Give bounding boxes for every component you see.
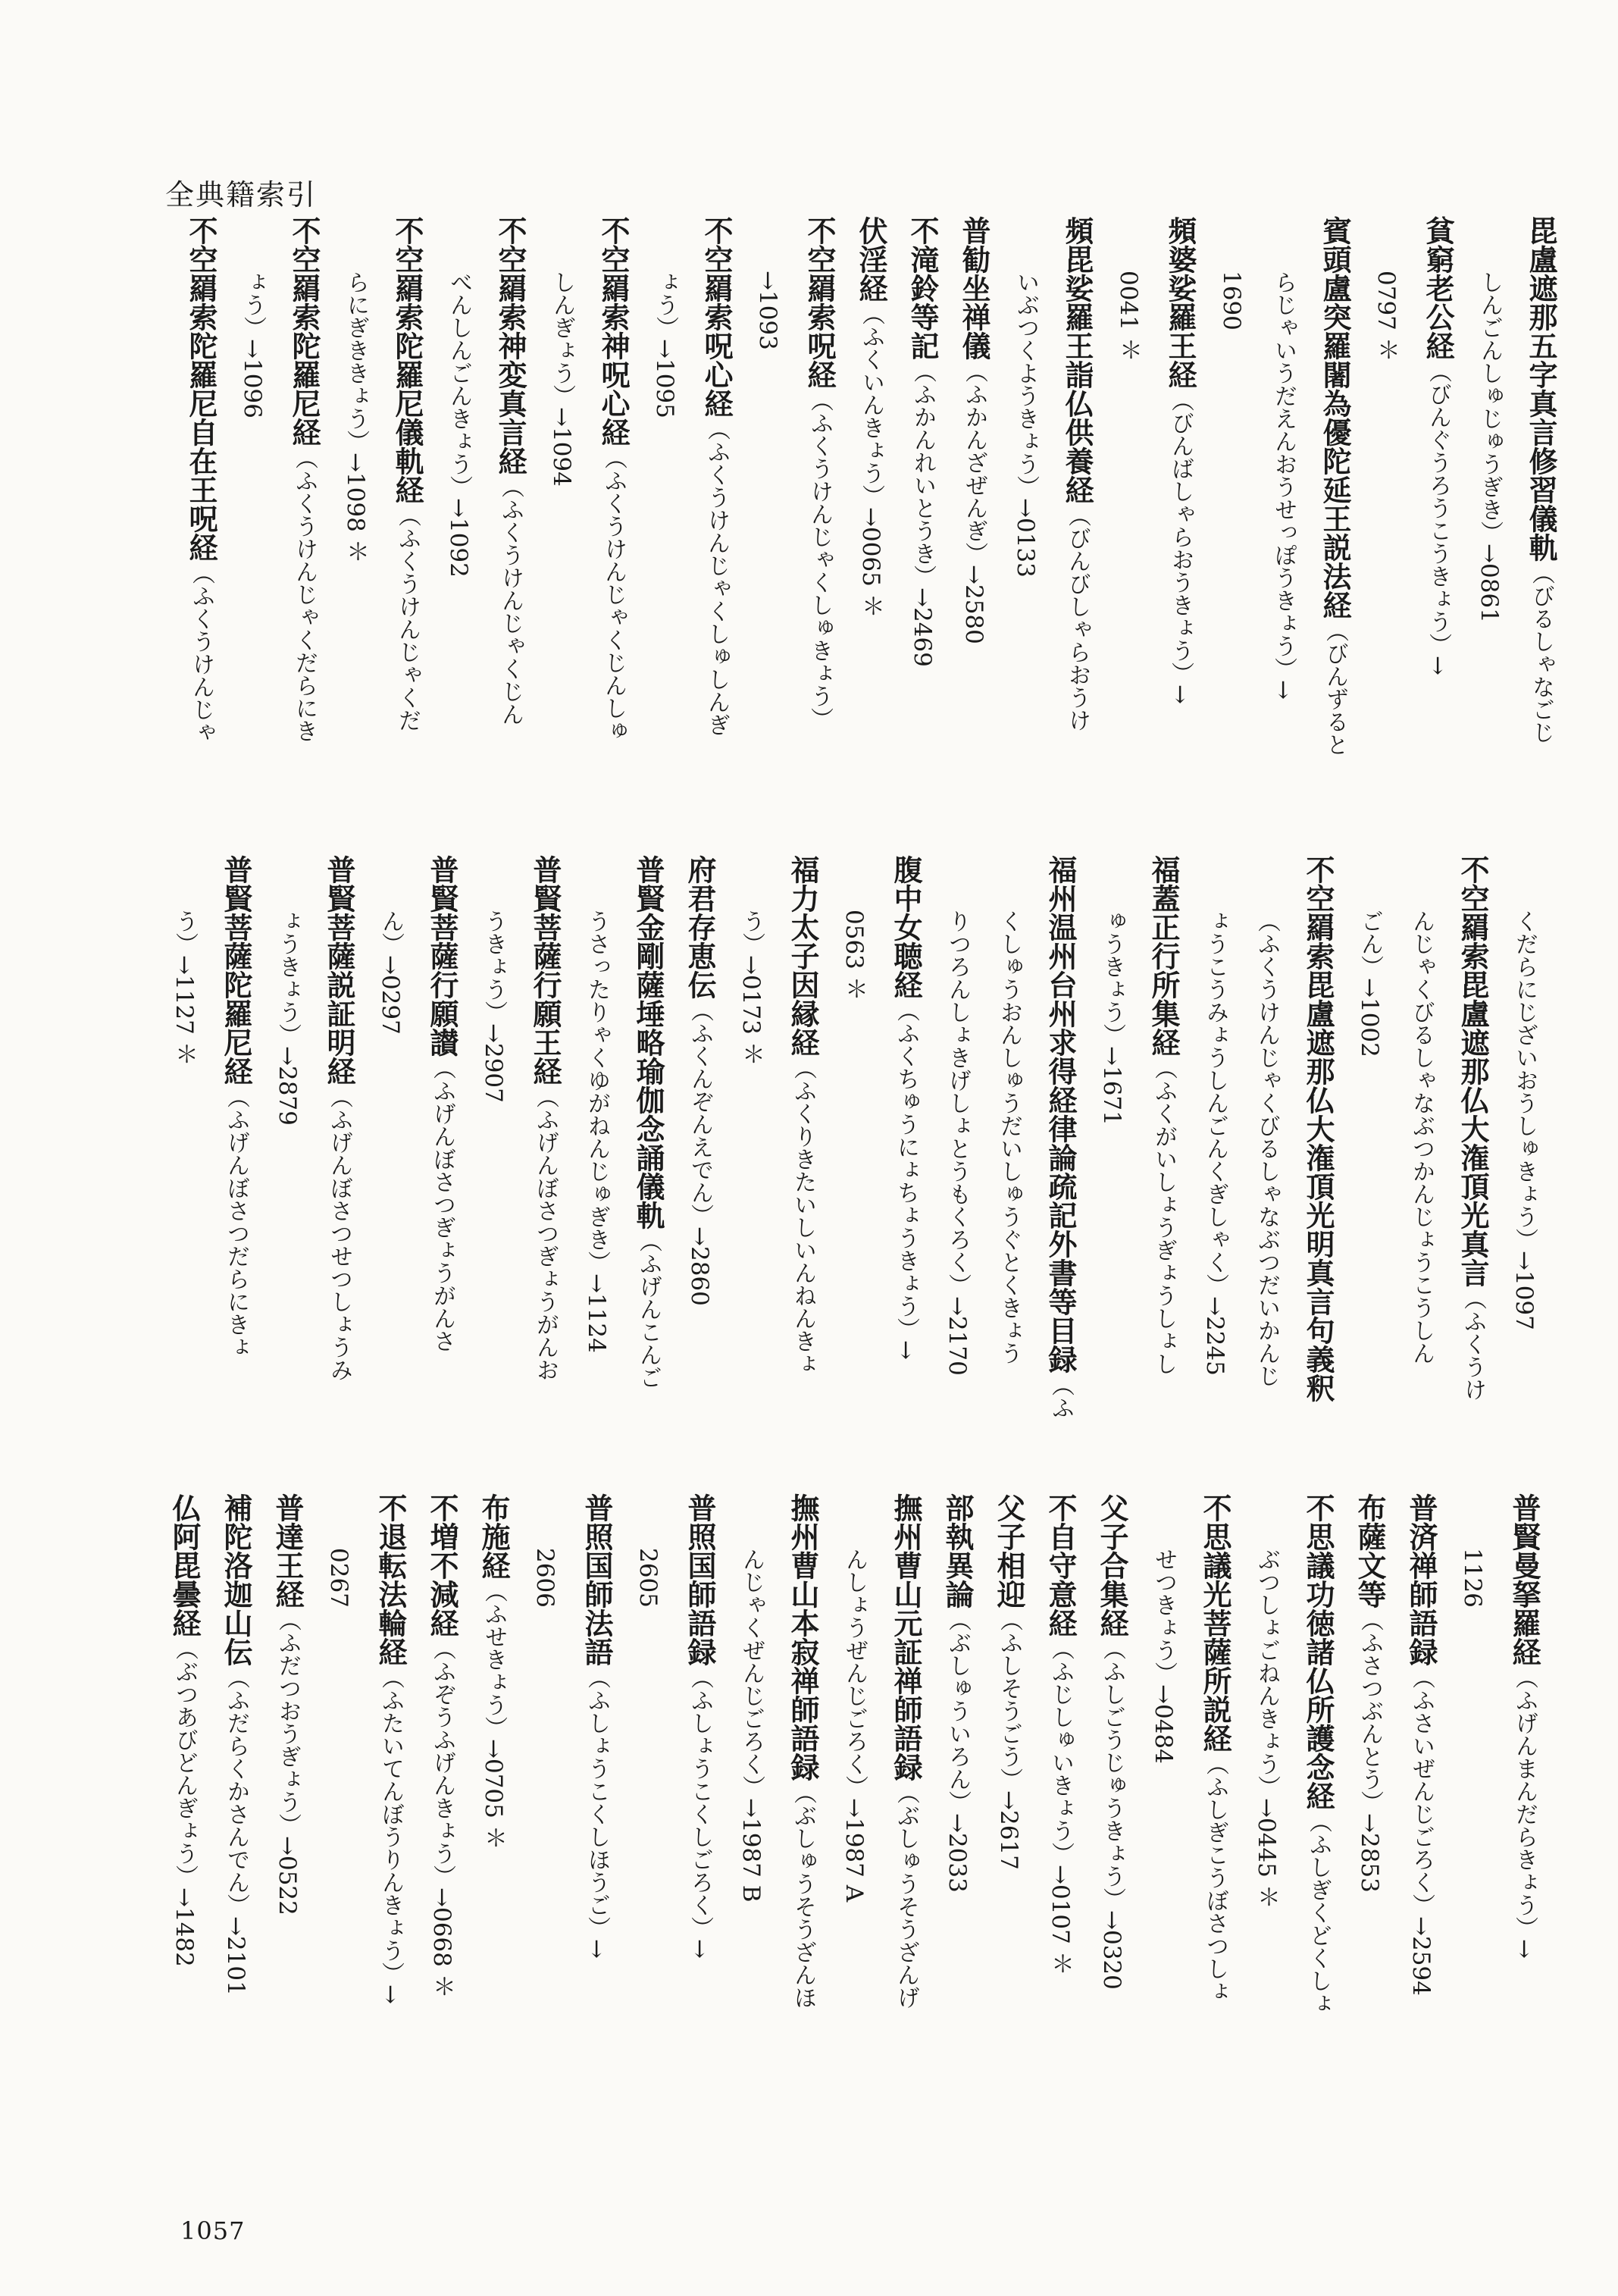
- index-entry: [1154, 216, 1206, 883]
- entry-reading: ょうこうみょうしんごんくぎしゃく）: [1202, 910, 1228, 1296]
- entry-reading: う）: [738, 910, 765, 955]
- entry-reading: らにぎききょう）: [343, 271, 369, 453]
- index-entry: [519, 855, 571, 1537]
- entry-title: 府君存恵伝: [683, 855, 716, 999]
- entry-reference: →0522: [274, 1836, 301, 1915]
- entry-title: 腹中女聴経: [889, 855, 922, 999]
- entry-title: 普賢菩薩陀羅尼経: [219, 855, 252, 1085]
- entry-reading: うきょう）: [480, 910, 507, 1023]
- index-entry-continuation: [1395, 855, 1447, 1537]
- entry-title: 撫州曹山元証禅師語録: [889, 1493, 922, 1781]
- entry-reading: （びんぐうろうこうきょう）: [1425, 360, 1451, 656]
- entry-reading: くだらにじざいおうしゅきょう）: [1511, 910, 1538, 1251]
- index-entry-continuation: [1463, 216, 1515, 883]
- entry-title: 普照国師語録: [683, 1493, 716, 1666]
- entry-title: 不空羂索呪心経: [699, 216, 733, 418]
- index-entry-continuation: [828, 1493, 880, 2175]
- index-entry-continuation: [1241, 855, 1292, 1537]
- entry-reading: （ふげんぼさつぎょうがんお: [532, 1085, 559, 1381]
- entry-reading: らじゃいうだえんおうせっぽうきょう）: [1270, 271, 1297, 680]
- entry-reading: しんごんしゅじゅうぎき）: [1476, 271, 1503, 543]
- index-entry-continuation: [1086, 855, 1138, 1537]
- entry-reading: （ふくちゅうにょちょうきょう）: [893, 999, 919, 1340]
- entry-reading: （ぶしゅういろん）: [944, 1608, 971, 1813]
- entry-reading: （ふくがいしょうぎょうしょし: [1150, 1057, 1177, 1375]
- entry-title: 普賢菩薩説証明経: [322, 855, 355, 1085]
- entry-title: 不空羂索神呪心経: [596, 216, 630, 446]
- index-entry: [1515, 216, 1566, 883]
- entry-reading: （ぶしゅうそうざんげ: [893, 1781, 919, 2009]
- entry-title: 不増不減経: [425, 1493, 458, 1637]
- entry-reference: →0668 ＊: [428, 1887, 455, 1998]
- entry-title: 撫州曹山本寂禅師語録: [786, 1493, 819, 1781]
- index-entry: [690, 216, 742, 883]
- index-entry: [1344, 1493, 1395, 2175]
- index-entry-continuation: [725, 855, 777, 1537]
- index-entry: [622, 855, 674, 1537]
- entry-reading: （ふくうけんじゃくじん: [497, 475, 524, 725]
- index-entry: [845, 216, 897, 883]
- index-entry: [175, 216, 227, 883]
- entry-title: 頻毘娑羅王詣仏供養経: [1060, 216, 1094, 504]
- entry-reference: →0861: [1476, 543, 1503, 623]
- entry-reference: →: [686, 1939, 713, 1959]
- entry-reference: →1096: [239, 339, 266, 418]
- index-entry-continuation: [1241, 1493, 1292, 2175]
- entry-reading: （ふしぎくどくしょ: [1305, 1810, 1332, 2015]
- entry-reading: くしゅうおんしゅうだいしゅうぐとくきょう: [996, 910, 1022, 1364]
- entry-reading: （ふくうけんじゃくじんしゅ: [600, 446, 627, 742]
- entry-title: 頻婆娑羅王経: [1163, 216, 1197, 389]
- entry-title: 普達王経: [271, 1493, 304, 1608]
- entry-reference: →0133: [1012, 498, 1039, 578]
- entry-reference: 0267: [325, 1548, 352, 1608]
- entry-reference: →1097: [1510, 1251, 1538, 1330]
- index-entry: [1086, 1493, 1138, 2175]
- index-entry: [313, 855, 365, 1537]
- index-entry: [210, 1493, 261, 2175]
- entry-reference: →: [1510, 1939, 1538, 1959]
- entry-reference: →2617: [995, 1790, 1022, 1870]
- index-entry-continuation: [1000, 216, 1051, 883]
- entry-reading: ょうきょう）: [274, 910, 301, 1046]
- index-entry: [1034, 855, 1086, 1537]
- entry-reference: →1671: [1098, 1046, 1125, 1126]
- entry-reading: んしょうぜんじごろく）: [841, 1548, 868, 1798]
- index-entry-continuation: [330, 216, 381, 883]
- entry-reading: ゅうきょう）: [1099, 910, 1125, 1046]
- entry-reading: （ふくうけんじゃくだらにき: [291, 446, 318, 742]
- entry-reading: （ふくうけんじゃくしゅしんぎ: [703, 418, 730, 736]
- entry-reading: （ぶつあびどんぎょう）: [171, 1637, 198, 1887]
- entry-title: 不思議功徳諸仏所護念経: [1301, 1493, 1335, 1810]
- entry-title: 父子相迎: [992, 1493, 1025, 1608]
- entry-reference: →2853: [1356, 1813, 1383, 1893]
- entry-reference: 1690: [1218, 271, 1245, 330]
- entry-reading: （ふせきょう）: [480, 1580, 507, 1739]
- index-entry: [1051, 216, 1103, 883]
- entry-reading: （ふくうけんじゃ: [188, 562, 214, 744]
- index-entry: [983, 1493, 1034, 2175]
- entry-reading: （ふくんぞんえでん）: [687, 999, 713, 1226]
- entry-reference: →: [1166, 684, 1194, 704]
- entry-title: 不空羂索陀羅尼自在王呪経: [184, 216, 218, 562]
- entry-reading: （ふ: [1047, 1374, 1074, 1419]
- entry-reference: →0320: [1098, 1910, 1125, 1990]
- entry-reference: →: [892, 1340, 919, 1360]
- entry-reference: →2879: [274, 1046, 301, 1126]
- entry-title: 福力太子因縁経: [786, 855, 819, 1057]
- entry-title: 普賢菩薩行願王経: [528, 855, 562, 1085]
- entry-reading: （ふくうけんじゃくびるしゃなぶつだいかんじ: [1253, 910, 1280, 1387]
- entry-reading: （ふげんぼさつだらにきょ: [223, 1085, 249, 1358]
- entry-reading: （ふげんぼさつせつしょうみ: [326, 1085, 352, 1381]
- index-entry: [1309, 216, 1360, 883]
- entry-reference: →2907: [480, 1023, 507, 1103]
- index-entry: [484, 216, 536, 883]
- entry-reading: （ふしぎこうぼさつしょ: [1202, 1753, 1228, 2003]
- entry-reference: →0445 ＊: [1253, 1798, 1280, 1909]
- index-band-top: [175, 216, 1566, 883]
- entry-reading: ょう）: [239, 271, 266, 339]
- entry-reading: （ふげんこんご: [635, 1229, 662, 1389]
- entry-reading: （ぶしゅうそうざんほ: [790, 1781, 816, 2009]
- index-entry: [416, 1493, 468, 2175]
- index-entry: [897, 216, 948, 883]
- index-entry: [278, 216, 330, 883]
- index-entry: [777, 1493, 828, 2175]
- index-entry-continuation: [622, 1493, 674, 2175]
- entry-reading: （ふくいんきょう）: [858, 302, 884, 507]
- index-entry: [674, 855, 725, 1537]
- entry-title: 普賢菩薩行願讃: [425, 855, 458, 1057]
- entry-reference: →2170: [944, 1296, 971, 1376]
- index-entry: [1292, 855, 1344, 1537]
- entry-reference: 0797 ＊: [1372, 271, 1400, 362]
- entry-reference: →2245: [1201, 1296, 1228, 1376]
- entry-reference: →0297: [377, 955, 404, 1035]
- index-entry-continuation: [1138, 1493, 1189, 2175]
- entry-reference: →1127 ＊: [171, 955, 198, 1066]
- entry-reference: →1987 A: [840, 1798, 868, 1903]
- entry-reading: （ふくりきたいしいんねんきょ: [790, 1057, 816, 1375]
- entry-title: 普済禅師語録: [1404, 1493, 1438, 1666]
- entry-title: 父子合集経: [1095, 1493, 1128, 1637]
- entry-reference: →2469: [909, 587, 936, 667]
- entry-title: 賓頭盧突羅闍為優陀延王説法経: [1318, 216, 1351, 619]
- index-entry: [777, 855, 828, 1537]
- index-entry-continuation: [227, 216, 278, 883]
- index-entry: [381, 216, 433, 883]
- entry-title: 毘盧遮那五字真言修習儀軌: [1524, 216, 1557, 562]
- entry-reference: →1987 B: [737, 1798, 765, 1903]
- index-band-bottom: [158, 1493, 1550, 2175]
- entry-reading: （ふしそうごう）: [996, 1608, 1022, 1790]
- index-entry-continuation: [571, 855, 622, 1537]
- entry-reading: （ふしょうこくしごろく）: [687, 1666, 713, 1939]
- entry-reference: →1094: [548, 407, 575, 487]
- entry-reading: （ふくうけんじゃくしゅきょう）: [806, 389, 833, 730]
- entry-title: 不思議光菩薩所説経: [1198, 1493, 1231, 1753]
- entry-reference: 2605: [634, 1548, 662, 1608]
- entry-title: 不滝鈴等記: [906, 216, 939, 360]
- entry-reading: べんしんごんきょう）: [446, 271, 472, 498]
- entry-reference: →2594: [1407, 1916, 1435, 1996]
- entry-reading: （びんばしゃらおうきょう）: [1167, 389, 1194, 684]
- index-entry-continuation: [1189, 855, 1241, 1537]
- index-entry: [1292, 1493, 1344, 2175]
- index-entry: [1395, 1493, 1447, 2175]
- entry-reading: （ふじしゅいきょう）: [1047, 1637, 1074, 1865]
- entry-title: 不空羂索神変真言経: [493, 216, 527, 475]
- index-entry-continuation: [1360, 216, 1412, 883]
- entry-reference: →: [1424, 656, 1451, 675]
- entry-title: 福蓋正行所集経: [1147, 855, 1180, 1057]
- index-entry: [468, 1493, 519, 2175]
- index-entry: [1034, 1493, 1086, 2175]
- entry-reading: （ふくうけ: [1460, 1287, 1486, 1401]
- entry-title: 不空羂索毘盧遮那仏大潅頂光真言: [1456, 855, 1489, 1287]
- entry-reading: りつろんしょきげしょとうもくろく）: [944, 910, 971, 1296]
- index-entry-continuation: [433, 216, 484, 883]
- entry-reference: →: [377, 1984, 404, 2004]
- index-entry: [931, 1493, 983, 2175]
- index-entry-continuation: [365, 855, 416, 1537]
- entry-reading: ん）: [377, 910, 404, 955]
- index-entry: [880, 855, 931, 1537]
- index-entry-continuation: [519, 1493, 571, 2175]
- entry-reference: →1002: [1356, 978, 1383, 1057]
- entry-reference: →1092: [445, 498, 472, 578]
- entry-reference: 2606: [531, 1548, 559, 1608]
- index-entry-continuation: [742, 216, 793, 883]
- index-entry-continuation: [931, 855, 983, 1537]
- index-entry-continuation: [639, 216, 690, 883]
- entry-reference: 0563 ＊: [840, 910, 868, 1001]
- entry-reference: →1124: [583, 1273, 610, 1353]
- entry-title: 貧窮老公経: [1421, 216, 1454, 360]
- entry-title: 仏阿毘曇経: [167, 1493, 201, 1637]
- index-entry: [1138, 855, 1189, 1537]
- entry-reference: →1095: [651, 339, 678, 418]
- index-entry: [1498, 1493, 1550, 2175]
- entry-reading: （ふかんざぜんぎ）: [961, 360, 987, 565]
- index-entry-continuation: [536, 216, 587, 883]
- entry-title: 不空羂索陀羅尼経: [287, 216, 321, 446]
- entry-title: 不空羂索呪経: [803, 216, 836, 389]
- entry-title: 不空羂索毘盧遮那仏大潅頂光明真言句義釈: [1301, 855, 1335, 1402]
- index-entry: [210, 855, 261, 1537]
- index-entry: [1447, 855, 1498, 1537]
- entry-reading: んじゃくびるしゃなぶつかんじょうこうしん: [1408, 910, 1435, 1364]
- index-entry: [158, 1493, 210, 2175]
- entry-reference: 1126: [1459, 1548, 1486, 1608]
- entry-reading: しんぎょう）: [549, 271, 575, 407]
- entry-reading: いぶつくようきょう）: [1012, 271, 1039, 498]
- entry-reading: （ふだつおうぎょう）: [274, 1608, 301, 1836]
- index-entry-continuation: [1498, 855, 1550, 1537]
- index-entry-continuation: [468, 855, 519, 1537]
- page-header: 全典籍索引: [165, 178, 318, 211]
- entry-title: 補陀洛迦山伝: [219, 1493, 252, 1666]
- entry-reading: （ふさいぜんじごろく）: [1408, 1666, 1435, 1916]
- index-entry: [416, 855, 468, 1537]
- entry-title: 普勧坐禅儀: [957, 216, 991, 360]
- entry-reading: うさったりゃくゆがねんじゅぎき）: [584, 910, 610, 1273]
- entry-title: 不退転法輪経: [374, 1493, 407, 1666]
- entry-reading: ぶつしょごねんきょう）: [1253, 1548, 1280, 1798]
- entry-title: 伏淫経: [854, 216, 887, 302]
- entry-reading: （びんびしゃらおうけ: [1064, 504, 1091, 731]
- entry-reading: （ふしょうこくしほうご）: [584, 1666, 610, 1939]
- index-entry-continuation: [158, 855, 210, 1537]
- index-entry: [674, 1493, 725, 2175]
- entry-reference: →1098 ＊: [342, 453, 369, 563]
- entry-reference: →2101: [222, 1916, 249, 1996]
- index-entry-continuation: [1103, 216, 1154, 883]
- entry-reading: （ふくうけんじゃくだ: [394, 504, 421, 731]
- index-entry: [1412, 216, 1463, 883]
- entry-title: 布施経: [477, 1493, 510, 1580]
- entry-reading: （ふさつぶんとう）: [1357, 1608, 1383, 1813]
- entry-title: 部執異論: [940, 1493, 974, 1608]
- entry-title: 普賢金剛薩埵略瑜伽念誦儀軌: [631, 855, 665, 1229]
- entry-reading: （ふたいてんぼうりんきょう）: [377, 1666, 404, 1984]
- entry-title: 普賢曼拏羅経: [1507, 1493, 1541, 1666]
- entry-reference: →1093: [754, 271, 781, 350]
- entry-reference: →2860: [686, 1226, 713, 1306]
- index-entry: [880, 1493, 931, 2175]
- index-band-middle: [158, 855, 1550, 1537]
- entry-title: 福州温州台州求得経律論疏記外書等目録: [1044, 855, 1077, 1374]
- index-entry-continuation: [261, 855, 313, 1537]
- entry-reading: （ふかんれいとうき）: [909, 360, 936, 587]
- entry-reference: →0065 ＊: [857, 507, 884, 618]
- entry-reference: 0041 ＊: [1115, 271, 1142, 362]
- entry-reading: う）: [171, 910, 198, 955]
- index-entry-continuation: [828, 855, 880, 1537]
- index-entry-continuation: [1344, 855, 1395, 1537]
- entry-reference: →2033: [944, 1813, 971, 1893]
- entry-reading: ごん）: [1357, 910, 1383, 978]
- entry-reading: （ふぞうふげんきょう）: [429, 1637, 455, 1887]
- entry-reference: →1482: [171, 1887, 198, 1967]
- entry-reference: →2580: [960, 565, 987, 644]
- entry-reading: （ふだらくかさんでん）: [223, 1666, 249, 1916]
- entry-reference: →0107 ＊: [1047, 1865, 1074, 1975]
- entry-reading: （ふしごうじゅうきょう）: [1099, 1637, 1125, 1910]
- index-entry-continuation: [725, 1493, 777, 2175]
- index-entry: [587, 216, 639, 883]
- entry-reading: んじゃくぜんじごろく）: [738, 1548, 765, 1798]
- page-number: 1057: [180, 2216, 246, 2245]
- index-entry-continuation: [983, 855, 1034, 1537]
- entry-reference: →: [1269, 680, 1297, 700]
- entry-reading: ょう）: [652, 271, 678, 339]
- index-entry: [793, 216, 845, 883]
- entry-reference: →0484: [1150, 1684, 1177, 1764]
- index-entry: [571, 1493, 622, 2175]
- index-entry-continuation: [1257, 216, 1309, 883]
- entry-title: 不空羂索陀羅尼儀軌経: [390, 216, 424, 504]
- index-entry-continuation: [1206, 216, 1257, 883]
- entry-reading: （びるしゃなごじ: [1528, 562, 1554, 744]
- entry-title: 布薩文等: [1353, 1493, 1386, 1608]
- index-entry-continuation: [1447, 1493, 1498, 2175]
- entry-reading: せつきょう）: [1150, 1548, 1177, 1684]
- entry-reading: （ふげんぼさつぎょうがんさ: [429, 1057, 455, 1352]
- index-entry: [365, 1493, 416, 2175]
- index-entry: [1189, 1493, 1241, 2175]
- index-entry: [261, 1493, 313, 2175]
- index-entry-continuation: [313, 1493, 365, 2175]
- entry-reference: →0705 ＊: [480, 1739, 507, 1850]
- entry-reading: （ふげんまんだらきょう）: [1511, 1666, 1538, 1939]
- entry-reading: （びんずると: [1322, 619, 1348, 756]
- entry-title: 普照国師法語: [580, 1493, 613, 1666]
- entry-reference: →0173 ＊: [737, 955, 765, 1066]
- entry-title: 不自守意経: [1044, 1493, 1077, 1637]
- entry-reference: →: [583, 1939, 610, 1959]
- index-entry: [948, 216, 1000, 883]
